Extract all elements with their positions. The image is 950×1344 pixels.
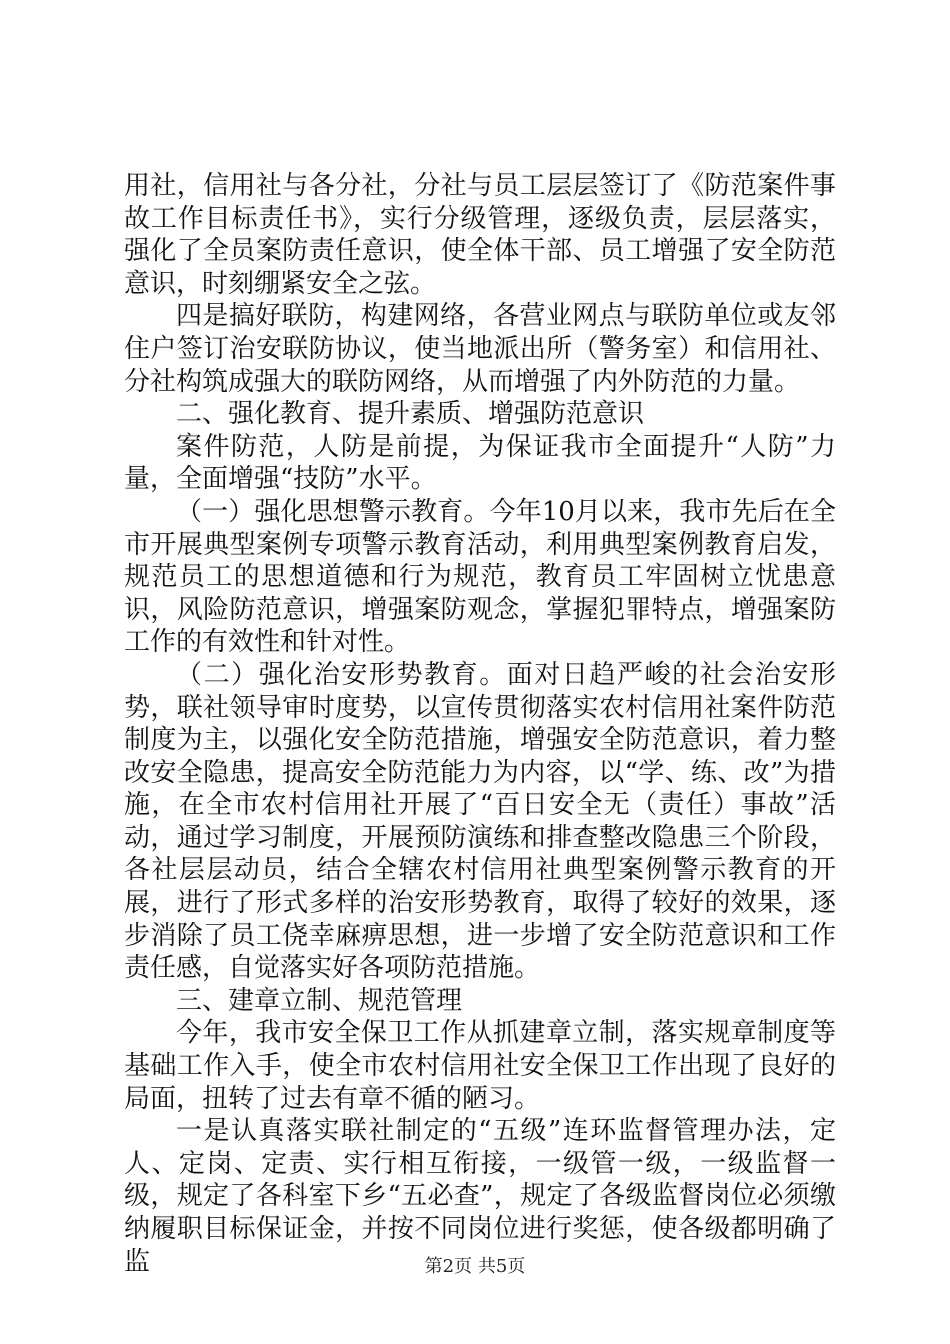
document-body	[124, 170, 836, 1278]
paragraph-6: 今年，我市安全保卫工作从抓建章立制，落实规章制度等基础工作入手，使全市农村信用社安全保卫工作出现了良好的局面，扭转了过去有章不循的陋习。	[124, 1018, 836, 1114]
page-number-footer: 第2页 共5页	[424, 1256, 526, 1277]
paragraph-2: 四是搞好联防，构建网络，各营业网点与联防单位或友邻住户签订治安联防协议，使当地派出所（警务室）和信用社、分社构筑成强大的联防网络，从而增强了内外防范的力量。	[124, 301, 836, 397]
section-heading-3: 三、建章立制、规范管理	[176, 985, 463, 1016]
paragraph-4: （一）强化思想警示教育。今年10月以来，我市先后在全市开展典型案例专项警示教育活动，利用典型案例教育启发，规范员工的思想道德和行为规范，教育员工牢固树立忧患意识，风险防范意识，增强案防观念，掌握犯罪特点，增强案防工作的有效性和针对性。	[124, 496, 836, 658]
section-heading-2: 二、强化教育、提升素质、增强防范意识	[176, 399, 645, 430]
paragraph-1: 用社，信用社与各分社，分社与员工层层签订了《防范案件事故工作目标责任书》，实行分级管理，逐级负责，层层落实，强化了全员案防责任意识，使全体干部、员工增强了安全防范意识，时刻绷紧安全之弦。	[124, 171, 836, 299]
paragraph-5: （二）强化治安形势教育。面对日趋严峻的社会治安形势，联社领导审时度势，以宣传贯彻落实农村信用社案件防范制度为主，以强化安全防范措施，增强安全防范意识，着力整改安全隐患，提高安全防范能力为内容，以“学、练、改”为措施，在全市农村信用社开展了“百日安全无（责任）事故”活动，通过学习制度，开展预防演练和排查整改隐患三个阶段，各社层层动员，结合全辖农村信用社典型案例警示教育的开展，进行了形式多样的治安形势教育，取得了较好的效果，逐步消除了员工侥幸麻痹思想，进一步增了安全防范意识和工作责任感，自觉落实好各项防范措施。	[124, 659, 836, 984]
paragraph-7: 一是认真落实联社制定的“五级”连环监督管理办法，定人、定岗、定责、实行相互衔接，一级管一级，一级监督一级，规定了各科室下乡“五必查”，规定了各级监督岗位必须缴纳履职目标保证金，并按不同岗位进行奖惩，使各级都明确了监	[124, 1116, 836, 1277]
paragraph-3: 案件防范，人防是前提，为保证我市全面提升“人防”力量，全面增强“技防”水平。	[124, 431, 836, 495]
